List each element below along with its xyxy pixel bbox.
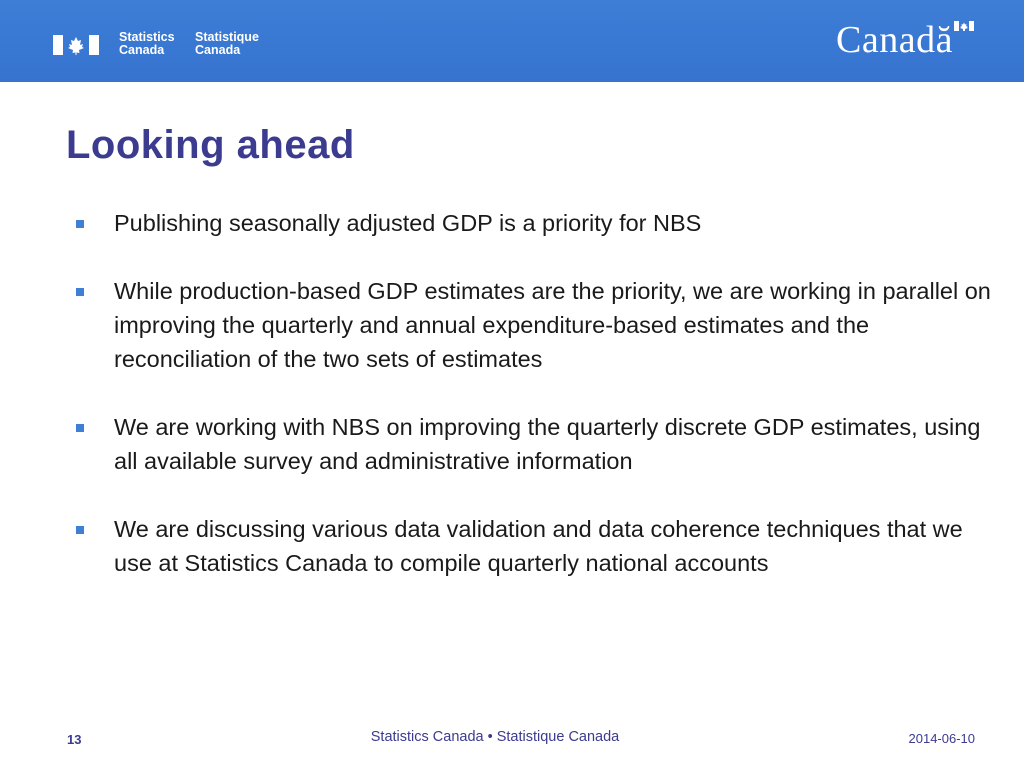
org-name-fr-line2: Canada: [195, 43, 241, 57]
bullet-text: We are working with NBS on improving the quarterly discrete GDP estimates, using all available survey and administrative information: [114, 414, 981, 474]
bullet-item: [76, 274, 996, 376]
bullet-item: [76, 206, 996, 240]
org-name-fr-line1: Statistique: [195, 30, 259, 44]
bullet-square-icon: [76, 526, 84, 534]
bullet-text: We are discussing various data validation and data coherence techniques that we use at Statistics Canada to compile quarterly national accounts: [114, 516, 963, 576]
org-name-french: [195, 31, 259, 57]
bullet-list: [76, 206, 996, 614]
bullet-text: Publishing seasonally adjusted GDP is a priority for NBS: [114, 210, 702, 236]
org-name-en-line2: Canada: [119, 43, 165, 57]
bullet-text: While production-based GDP estimates are the priority, we are working in parallel on improving the quarterly and annual expenditure-based estimates and the reconciliation of the two sets of estimates: [114, 278, 991, 372]
footer-org-name: Statistics Canada • Statistique Canada: [370, 729, 620, 745]
footer-date: 2014-06-10: [908, 731, 975, 746]
bullet-item: [76, 512, 996, 580]
org-name-english: [119, 31, 175, 57]
header-bar: [0, 0, 1024, 82]
org-name-en-line1: Statistics: [119, 30, 175, 44]
canada-flag-icon: [53, 35, 99, 55]
bullet-square-icon: [76, 288, 84, 296]
bullet-square-icon: [76, 220, 84, 228]
bullet-item: [76, 410, 996, 478]
wordmark-flag-icon: [954, 21, 974, 31]
canada-wordmark: Canadă: [836, 19, 953, 61]
slide-title: Looking ahead: [66, 123, 355, 167]
bullet-square-icon: [76, 424, 84, 432]
page-number: 13: [67, 732, 82, 747]
